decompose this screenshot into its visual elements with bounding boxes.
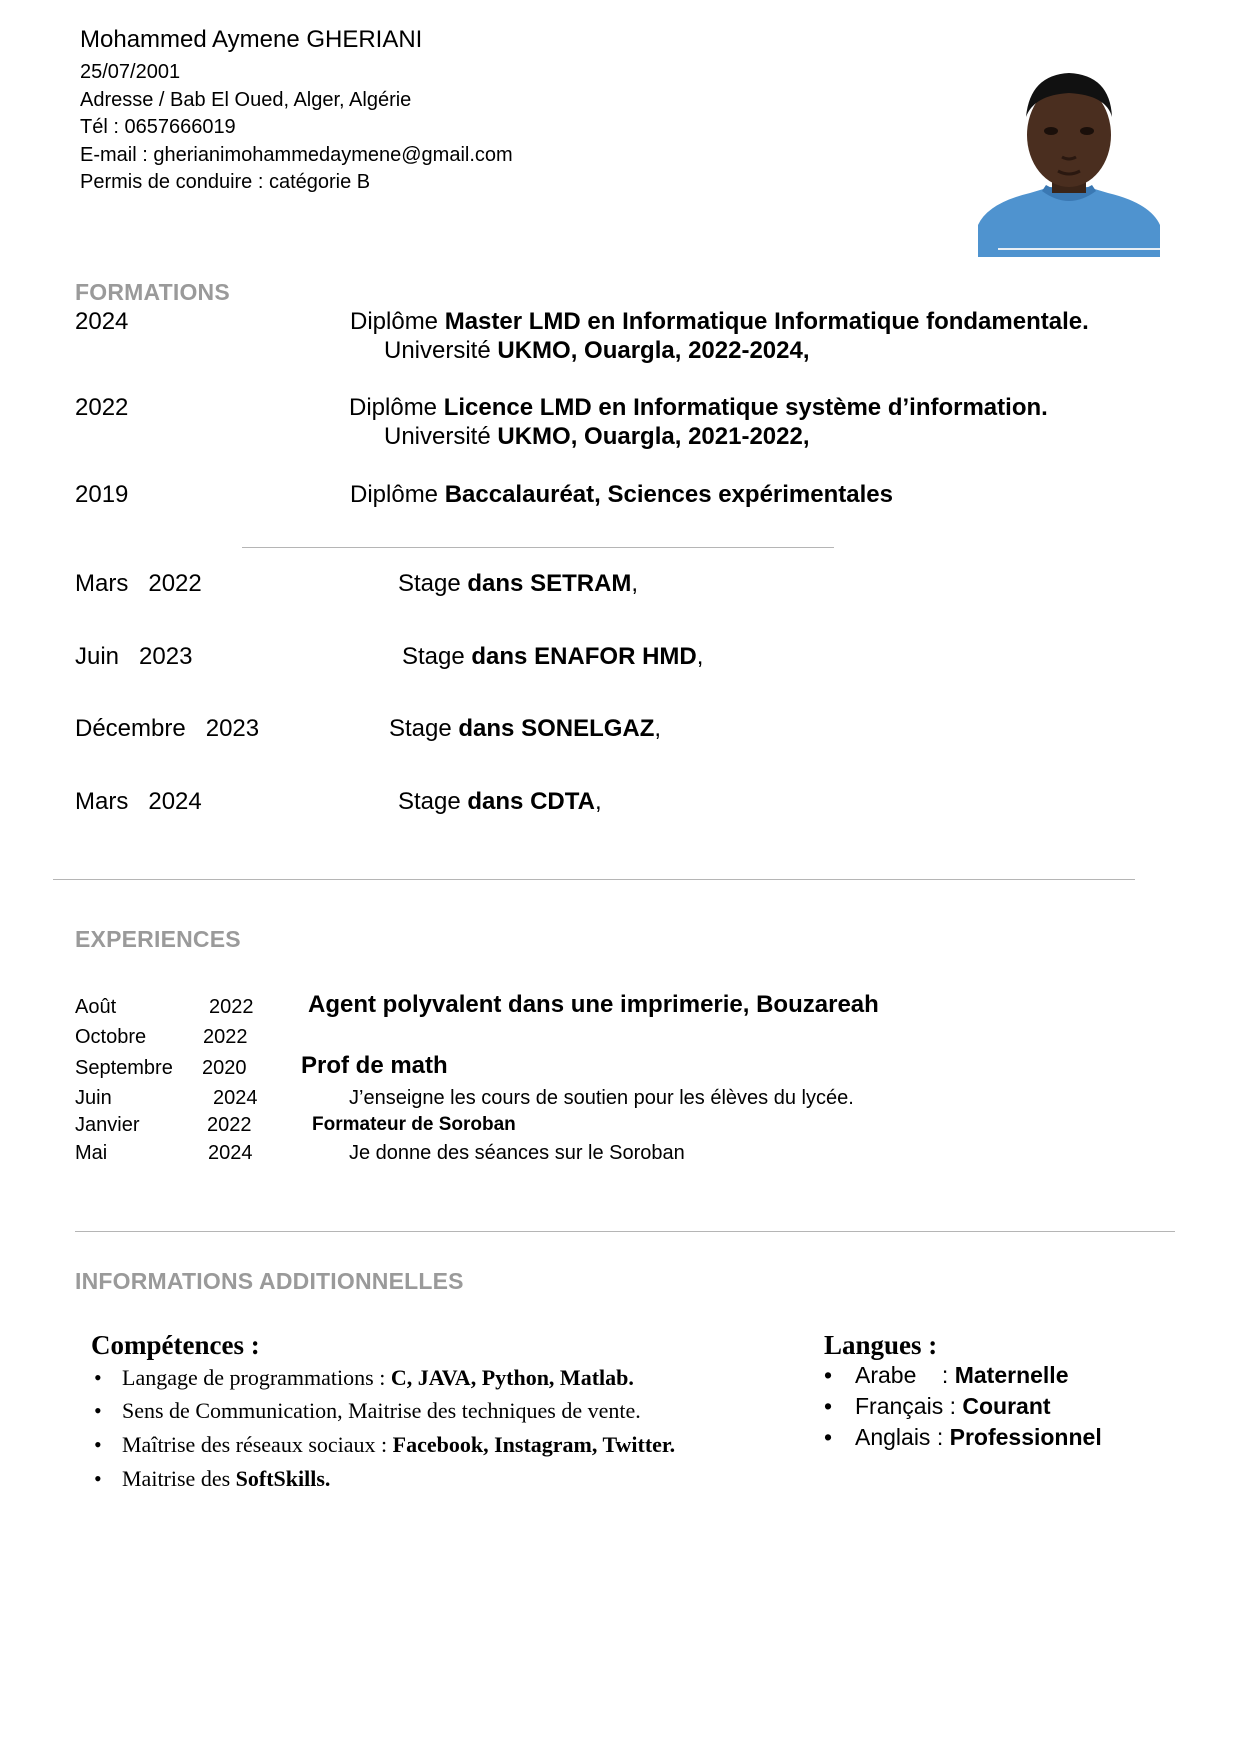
driving-license: Permis de conduire : catégorie B [80, 171, 371, 193]
exp-year: 2024 [208, 1142, 253, 1164]
formation-university: Université UKMO, Ouargla, 2022-2024, [384, 337, 810, 364]
stage-entry: Stage dans CDTA, [398, 788, 602, 815]
exp-month: Janvier [75, 1114, 140, 1136]
stage-date: Mars 2024 [75, 788, 202, 815]
language-item: • Français : Courant [824, 1393, 1051, 1419]
formation-degree: Diplôme Baccalauréat, Sciences expérimentales [350, 481, 893, 508]
exp-month: Juin [75, 1087, 112, 1109]
formation-year: 2019 [75, 481, 129, 508]
job-description: Je donne des séances sur le Soroban [349, 1142, 685, 1164]
exp-month: Mai [75, 1142, 108, 1164]
formations-section-title: FORMATIONS [75, 279, 230, 305]
formation-year: 2024 [75, 308, 129, 335]
competence-item: • Sens de Communication, Maitrise des techniques de vente. [94, 1398, 641, 1423]
address: Adresse / Bab El Oued, Alger, Algérie [80, 89, 412, 111]
exp-month: Août [75, 996, 117, 1018]
profile-photo [978, 65, 1160, 257]
birth-date: 25/07/2001 [80, 61, 181, 83]
additional-section-title: INFORMATIONS ADDITIONNELLES [75, 1268, 464, 1294]
language-item: • Arabe : Maternelle [824, 1362, 1069, 1388]
stage-date: Juin 2023 [75, 643, 193, 670]
exp-month: Octobre [75, 1026, 147, 1048]
stage-entry: Stage dans SONELGAZ, [389, 715, 662, 742]
exp-month: Septembre [75, 1057, 173, 1079]
job-title: Formateur de Soroban [312, 1114, 516, 1135]
email: E-mail : gherianimohammedaymene@gmail.com [80, 144, 513, 166]
experiences-section-title: EXPERIENCES [75, 926, 241, 952]
competence-item: • Langage de programmations : C, JAVA, Python, Matlab. [94, 1365, 634, 1390]
job-title: Prof de math [301, 1052, 448, 1079]
competence-item: • Maitrise des SoftSkills. [94, 1466, 331, 1491]
job-description: J’enseigne les cours de soutien pour les élèves du lycée. [349, 1087, 854, 1109]
formation-university: Université UKMO, Ouargla, 2021-2022, [384, 423, 810, 450]
exp-year: 2022 [207, 1114, 252, 1136]
exp-year: 2024 [213, 1087, 258, 1109]
stage-entry: Stage dans SETRAM, [398, 570, 639, 597]
exp-year: 2022 [209, 996, 254, 1018]
formation-degree: Diplôme Master LMD en Informatique Informatique fondamentale. [350, 308, 1089, 335]
langues-title: Langues : [824, 1330, 938, 1360]
formation-degree: Diplôme Licence LMD en Informatique système d’information. [349, 394, 1048, 421]
exp-year: 2022 [203, 1026, 248, 1048]
phone: Tél : 0657666019 [80, 116, 236, 138]
divider [75, 1231, 1175, 1232]
divider [242, 547, 834, 548]
exp-year: 2020 [202, 1057, 247, 1079]
stage-entry: Stage dans ENAFOR HMD, [402, 643, 704, 670]
formation-year: 2022 [75, 394, 129, 421]
stage-date: Mars 2022 [75, 570, 202, 597]
competences-title: Compétences : [91, 1330, 260, 1360]
stage-date: Décembre 2023 [75, 715, 260, 742]
job-title: Agent polyvalent dans une imprimerie, Bouzareah [308, 991, 879, 1018]
divider [53, 879, 1135, 880]
candidate-name: Mohammed Aymene GHERIANI [80, 26, 423, 53]
language-item: • Anglais : Professionnel [824, 1424, 1102, 1450]
competence-item: • Maîtrise des réseaux sociaux : Facebook, Instagram, Twitter. [94, 1432, 676, 1457]
